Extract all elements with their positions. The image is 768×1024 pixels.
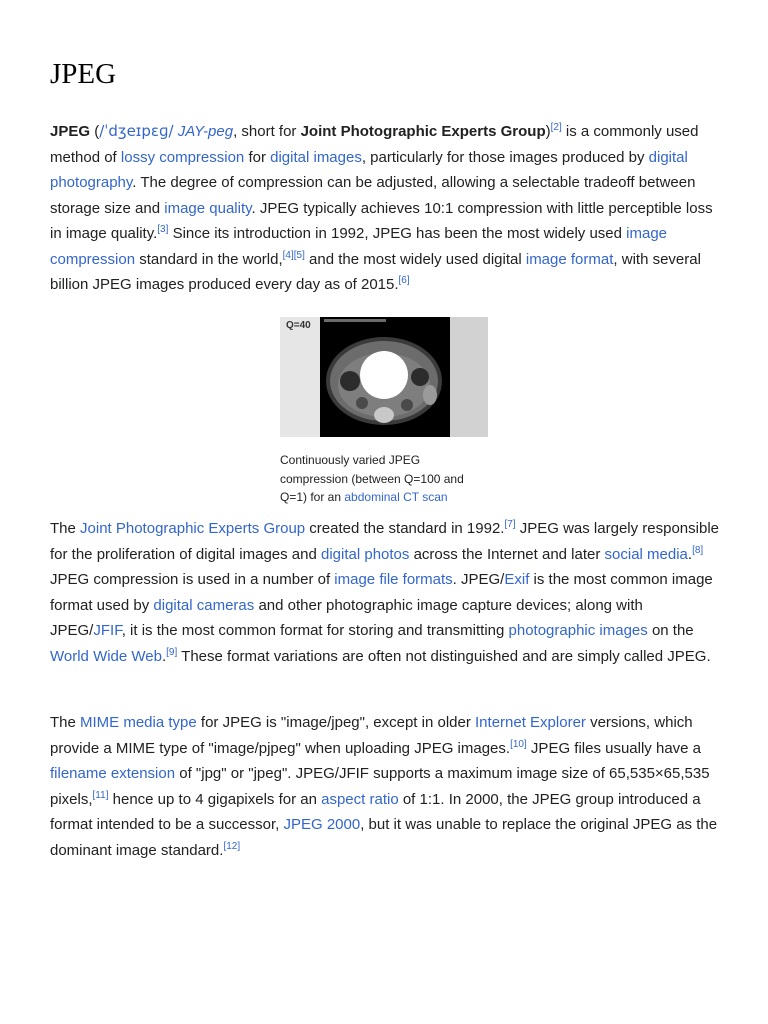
link-lossy-compression[interactable]: lossy compression: [120, 148, 245, 166]
history-paragraph: The Joint Photographic Experts Group created the standard in 1992.[7] JPEG was largely responsible for the proliferation of digital images and digital photos across the Internet and later social media.[8] JPEG compression is used in a number of image file formats. JPEG/Exif is the most common image format used by digital cameras and other photographic image capture devices; along with JPEG/JFIF, it is the most common format for storing and transmitting photographic images on the World Wide Web.[9] These format variations are often not distinguished and are simply called JPEG.: [50, 519, 720, 665]
respelling-link[interactable]: JAY-peg: [177, 123, 234, 140]
link-digital-photos[interactable]: digital photos: [321, 545, 410, 563]
ref-2[interactable]: [2]: [550, 122, 562, 133]
mime-paragraph: The MIME media type for JPEG is "image/jpeg", except in older Internet Explorer versions, which provide a MIME type of "image/pjpeg" when uploading JPEG images.[10] JPEG files usually have a filename extension of "jpg" or "jpeg". JPEG/JFIF supports a maximum image size of 65,535×65,535 pixels,[11] hence up to 4 gigapixels for an aspect ratio of 1:1. In 2000, the JPEG group introduced a format intended to be a successor, JPEG 2000, but it was unable to replace the original JPEG as the dominant image standard.[12]: [50, 714, 718, 859]
ipa-link[interactable]: /ˈdʒeɪpɛɡ/: [99, 122, 174, 140]
page-title: JPEG: [50, 58, 117, 90]
link-image-quality[interactable]: image quality: [164, 199, 252, 217]
quality-label: Q=40: [286, 320, 311, 331]
link-image-file-formats[interactable]: image file formats: [334, 571, 453, 588]
link-digital-images[interactable]: digital images: [270, 148, 362, 166]
link-jfif[interactable]: JFIF: [93, 622, 122, 639]
ref-7[interactable]: [7]: [504, 519, 516, 530]
figure: [280, 317, 488, 504]
link-image-format[interactable]: image format: [525, 250, 614, 268]
link-photographic-images[interactable]: photographic images: [508, 622, 648, 639]
link-jpeg-2000[interactable]: JPEG 2000: [283, 816, 361, 833]
ref-10[interactable]: [10]: [510, 738, 527, 750]
link-digital-photography[interactable]: digital photography: [50, 148, 688, 191]
full-name-bold: Joint Photographic Experts Group: [300, 123, 546, 140]
intro-paragraph: JPEG (/ˈdʒeɪpɛɡ/ JAY-peg, short for Joint Photographic Experts Group)[2] is a commonly used method of lossy compression for digital images, particularly for those images produced by digital photography. The degree of compression can be adjusted, allowing a selectable tradeoff between storage size and image quality. JPEG typically achieves 10:1 compression with little perceptible loss in image quality.[3] Since its introduction in 1992, JPEG has been the most widely used image compression standard in the world,[4][5] and the most widely used digital image format, with several billion JPEG images produced every day as of 2015.[6]: [50, 122, 713, 293]
ref-8[interactable]: [8]: [692, 544, 704, 556]
link-joint-photographic-experts-group[interactable]: Joint Photographic Experts Group: [80, 520, 306, 537]
link-internet-explorer[interactable]: Internet Explorer: [475, 714, 586, 731]
link-digital-cameras[interactable]: digital cameras: [153, 596, 255, 614]
link-aspect-ratio[interactable]: aspect ratio: [321, 790, 399, 808]
ct-scan-image[interactable]: [280, 317, 488, 437]
link-mime-media-type[interactable]: MIME media type: [80, 714, 197, 731]
ref-3[interactable]: [3]: [157, 224, 169, 235]
ct-scan-graphic: [280, 317, 488, 437]
figure-caption: Continuously varied JPEG compression (between Q=100 and Q=1) for an abdominal CT scan: [280, 453, 464, 504]
ref-5[interactable]: [5]: [293, 249, 305, 261]
link-exif[interactable]: Exif: [504, 571, 530, 588]
ref-9[interactable]: [9]: [166, 646, 178, 658]
ref-12[interactable]: [12]: [223, 840, 241, 852]
link-world-wide-web[interactable]: World Wide Web: [50, 647, 162, 665]
link-abdominal-ct-scan[interactable]: abdominal CT scan: [344, 490, 448, 504]
ref-11[interactable]: [11]: [92, 789, 109, 801]
ref-6[interactable]: [6]: [398, 275, 410, 286]
link-social-media[interactable]: social media: [604, 545, 688, 563]
term-bold: JPEG: [50, 123, 91, 140]
link-image-compression[interactable]: image compression: [50, 225, 668, 268]
ref-4[interactable]: [4]: [282, 249, 294, 261]
link-filename-extension[interactable]: filename extension: [50, 765, 176, 782]
